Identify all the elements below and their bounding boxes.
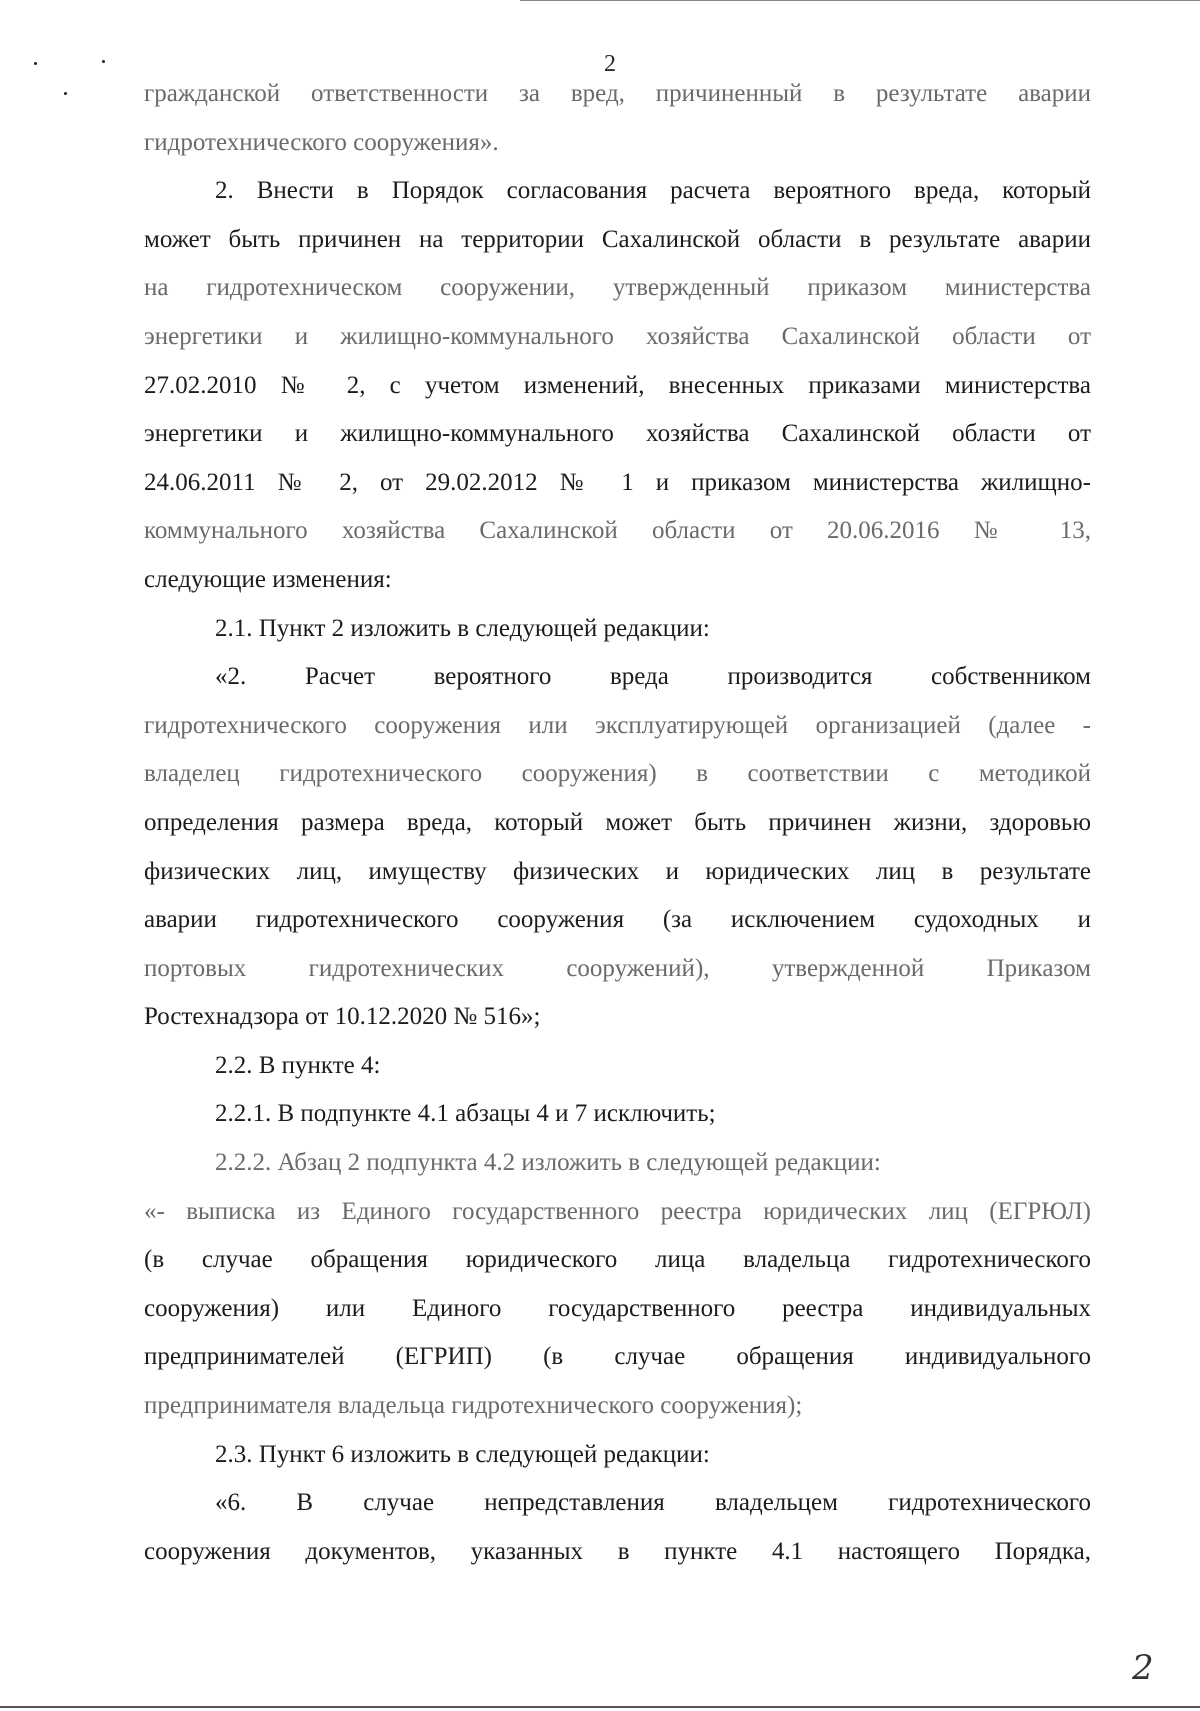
text-line: 2. Внести в Порядок согласования расчета вероятного вреда, который	[215, 177, 1091, 205]
text-line: на гидротехническом сооружении, утвержденный приказом министерства	[144, 274, 1091, 302]
text-line: Ростехнадзора от 10.12.2020 № 516»;	[144, 1003, 541, 1031]
text-line: физических лиц, имуществу физических и юридических лиц в результате	[144, 857, 1091, 885]
text-line: 2.2.1. В подпункте 4.1 абзацы 4 и 7 исключить;	[215, 1100, 716, 1128]
text-line: энергетики и жилищно-коммунального хозяйства Сахалинской области от	[144, 420, 1091, 448]
text-line: сооружения) или Единого государственного реестра индивидуальных	[144, 1294, 1091, 1322]
text-line: «2. Расчет вероятного вреда производится собственником	[215, 663, 1091, 691]
text-line: 24.06.2011 № 2, от 29.02.2012 № 1 и приказом министерства жилищно-	[144, 468, 1091, 496]
text-line: (в случае обращения юридического лица владельца гидротехнического	[144, 1246, 1091, 1274]
text-line: гидротехнического сооружения или эксплуатирующей организацией (далее -	[144, 711, 1091, 739]
text-line: следующие изменения:	[144, 565, 392, 593]
text-line: предпринимателя владельца гидротехнического сооружения);	[144, 1392, 803, 1420]
text-line: «6. В случае непредставления владельцем гидротехнического	[215, 1489, 1091, 1517]
text-line: 2.1. Пункт 2 изложить в следующей редакции:	[215, 614, 710, 642]
text-line: владелец гидротехнического сооружения) в соответствии с методикой	[144, 760, 1091, 788]
text-line: «- выписка из Единого государственного реестра юридических лиц (ЕГРЮЛ)	[144, 1197, 1091, 1225]
text-line: 27.02.2010 № 2, с учетом изменений, внесенных приказами министерства	[144, 371, 1091, 399]
page-number: 2	[604, 51, 616, 77]
text-line: энергетики и жилищно-коммунального хозяйства Сахалинской области от	[144, 322, 1091, 350]
text-line: гидротехнического сооружения».	[144, 128, 499, 156]
text-line: 2.2. В пункте 4:	[215, 1051, 381, 1079]
scan-speck	[102, 60, 105, 63]
document-body	[144, 70, 1091, 1576]
handwritten-page-mark: 2	[1132, 1648, 1154, 1688]
text-line: 2.2.2. Абзац 2 подпункта 4.2 изложить в следующей редакции:	[215, 1149, 881, 1177]
text-line: аварии гидротехнического сооружения (за исключением судоходных и	[144, 906, 1091, 934]
scan-top-edge	[520, 0, 1200, 1]
text-line: коммунального хозяйства Сахалинской области от 20.06.2016 № 13,	[144, 517, 1091, 545]
text-line: может быть причинен на территории Сахалинской области в результате аварии	[144, 225, 1091, 253]
text-line: гражданской ответственности за вред, причиненный в результате аварии	[144, 80, 1091, 107]
text-line: портовых гидротехнических сооружений), утвержденной Приказом	[144, 954, 1091, 982]
text-line: 2.3. Пункт 6 изложить в следующей редакции:	[215, 1440, 710, 1468]
scan-speck	[64, 92, 67, 95]
text-line: определения размера вреда, который может быть причинен жизни, здоровью	[144, 808, 1091, 836]
text-line: предпринимателей (ЕГРИП) (в случае обращения индивидуального	[144, 1343, 1091, 1371]
scan-speck	[34, 62, 37, 65]
scan-bottom-edge	[0, 1706, 1200, 1708]
text-line: сооружения документов, указанных в пункте 4.1 настоящего Порядка,	[144, 1537, 1091, 1565]
